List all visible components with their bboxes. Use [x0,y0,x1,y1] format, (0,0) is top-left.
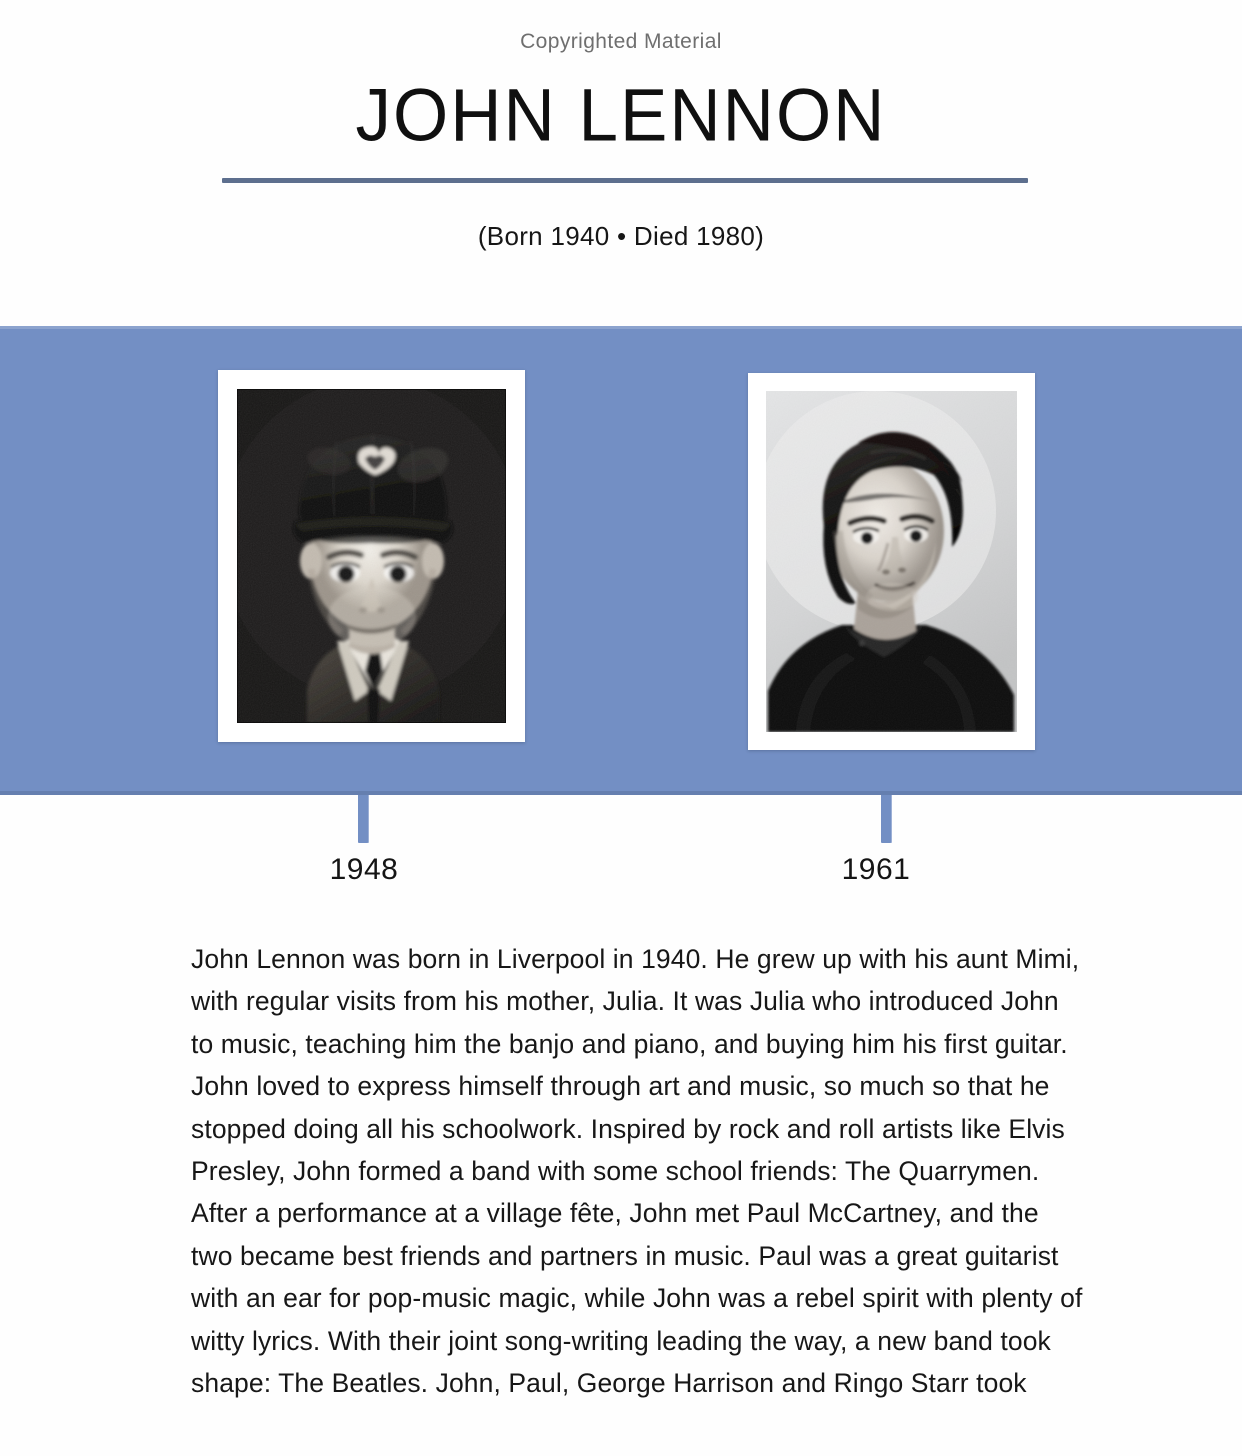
timeline-tick-1948 [358,795,369,843]
biography-text-block [191,938,1083,1404]
john-lennon-child-school-cap-photo [237,389,506,723]
photo-frame-1948 [218,370,525,742]
copyrighted-material-notice: Copyrighted Material [520,30,722,53]
biography-paragraph: John Lennon was born in Liverpool in 1940. He grew up with his aunt Mimi, with regular visits from his mother, Julia. It was Julia who introduced John to music, teaching him the banjo and piano, and buying him his first guitar. John loved to express himself through art and music, so much so that he stopped doing all his schoolwork. Inspired by rock and roll artists like Elvis Presley, John formed a band with some school friends: The Quarrymen. After a performance at a village fête, John met Paul McCartney, and the two became best friends and partners in music. Paul was a great guitarist with an ear for pop-music magic, while John was a rebel spirit with plenty of witty lyrics. With their joint song-writing leading the way, a new band took shape: The Beatles. John, Paul, George Harrison and Ringo Starr took [191,944,1083,1399]
timeline-tick-1961 [881,795,892,843]
photo-frame-1961 [748,373,1035,750]
page-title: JOHN LENNON [355,74,887,158]
timeline-band [0,326,1242,795]
band-top-edge [0,326,1242,329]
title-divider-rule [222,178,1028,183]
john-lennon-young-adult-portrait-photo [766,391,1017,732]
band-bottom-edge [0,791,1242,795]
life-dates-subtitle: (Born 1940 • Died 1980) [477,221,765,251]
timeline-year-label-1961: 1961 [841,853,911,886]
timeline-year-label-1948: 1948 [329,853,399,886]
